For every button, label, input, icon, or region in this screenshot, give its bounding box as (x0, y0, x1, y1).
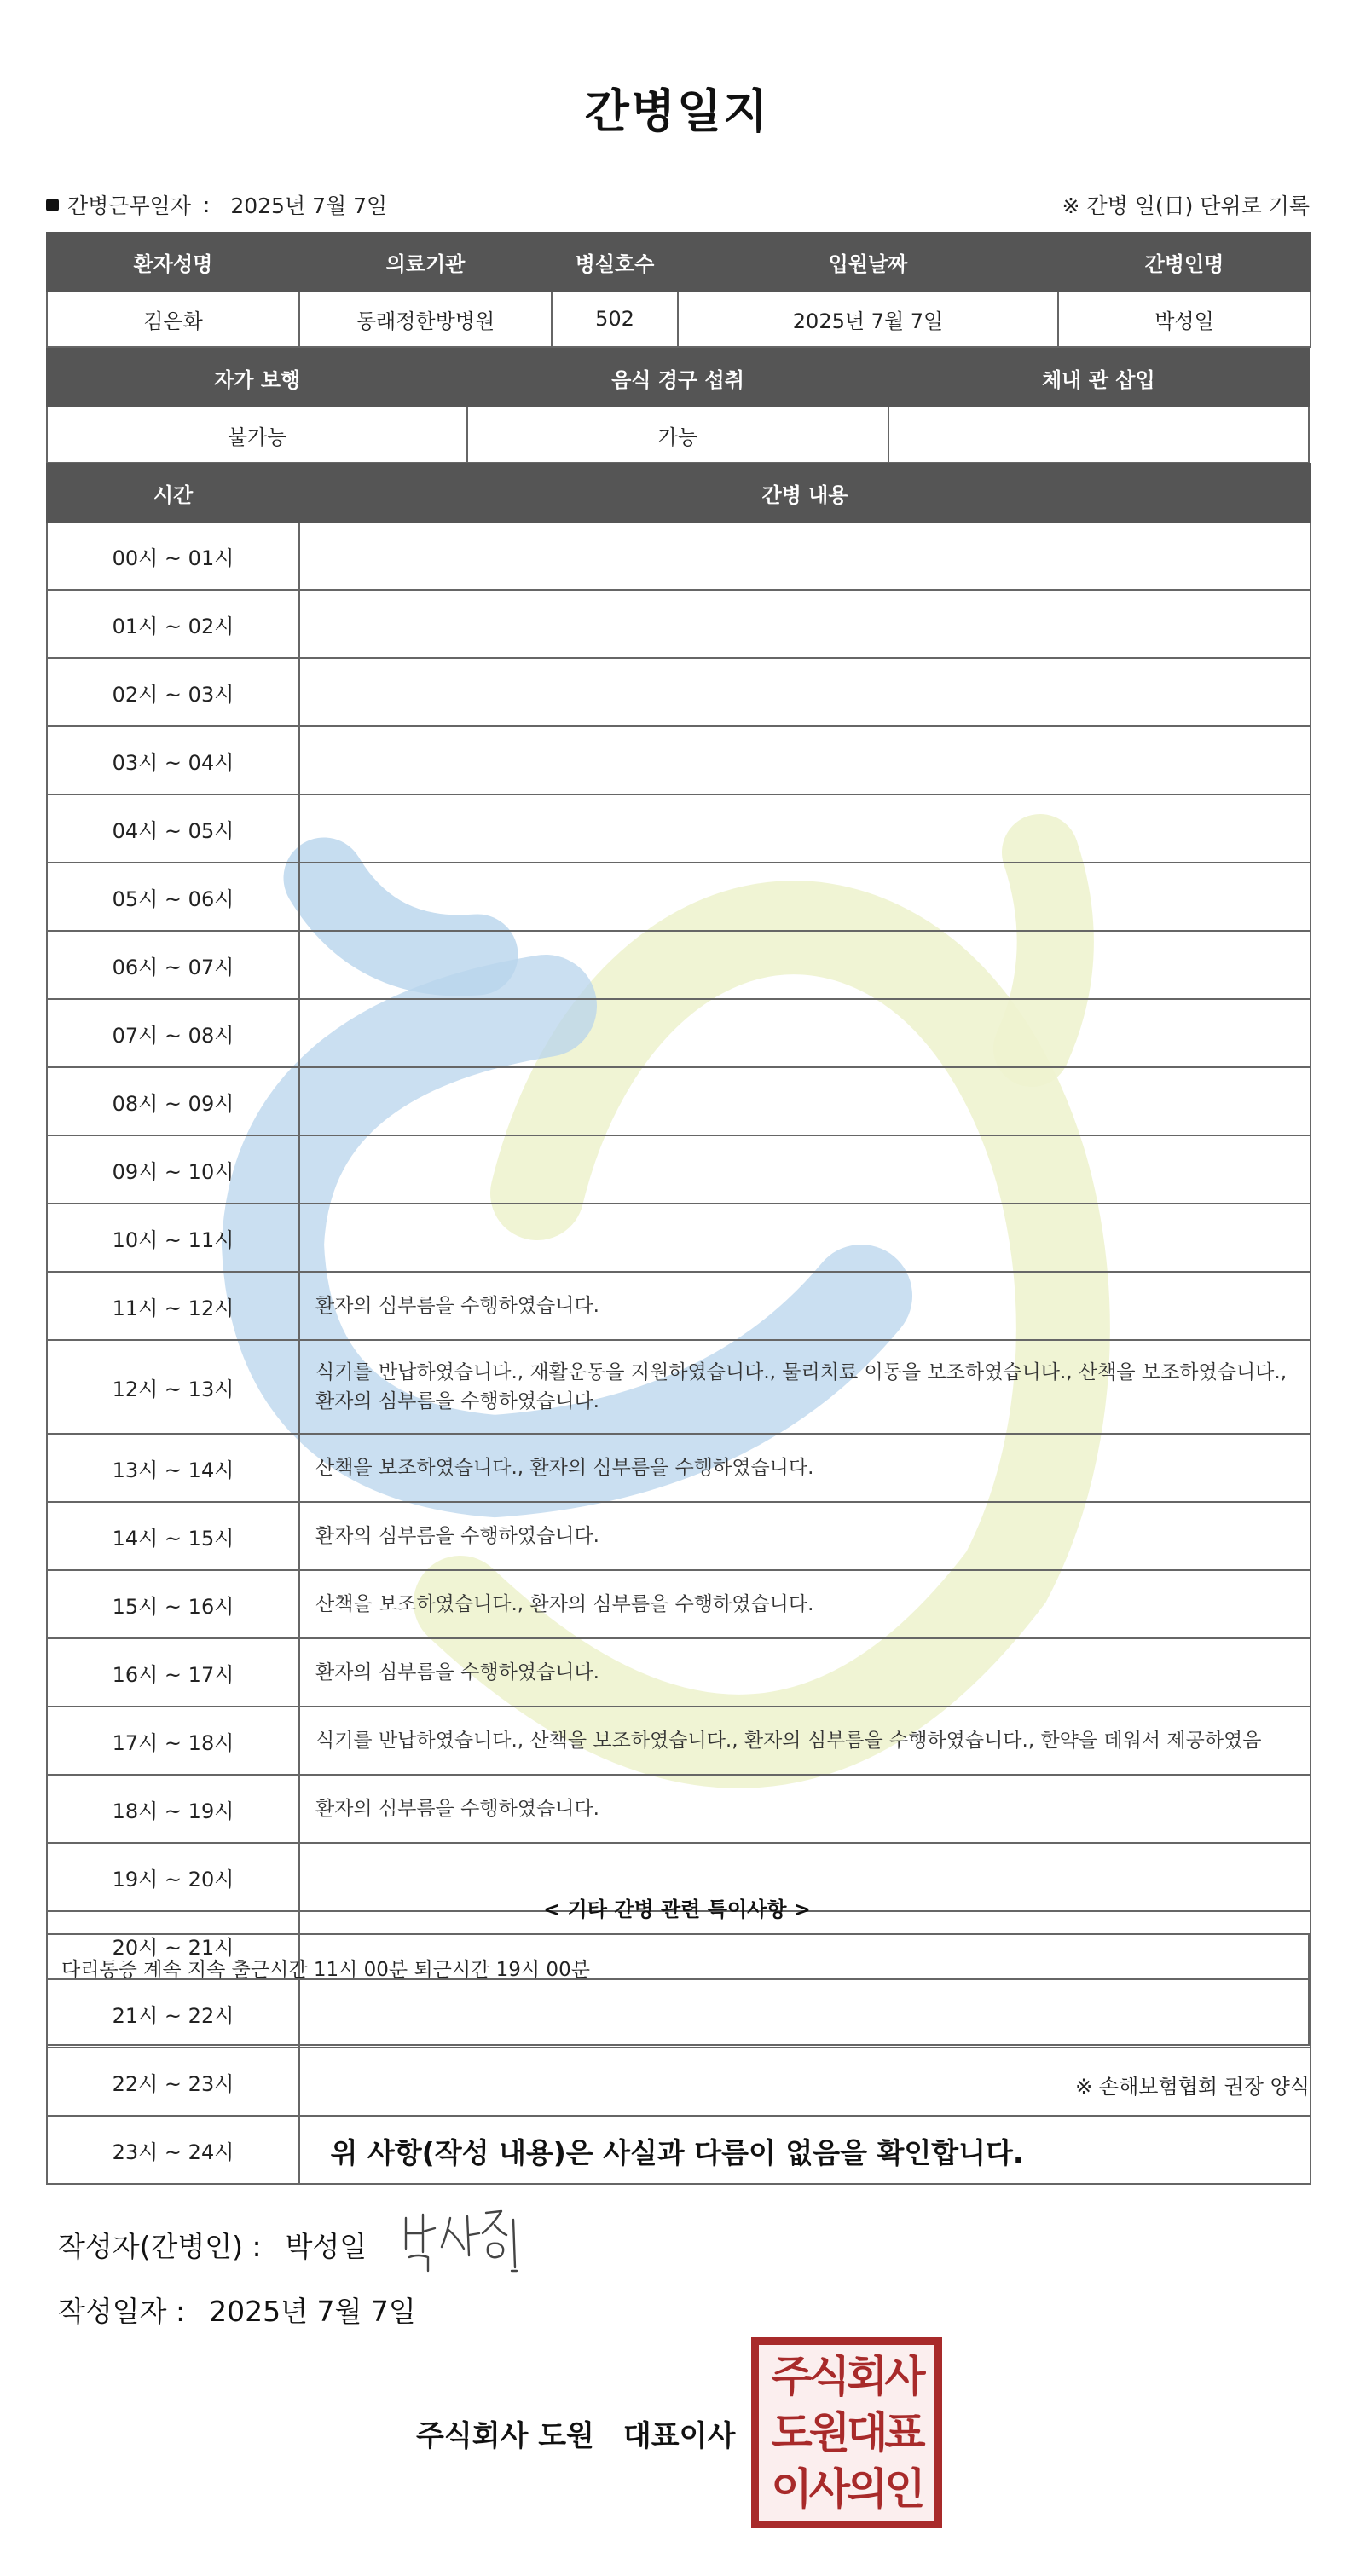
header-oral-intake: 음식 경구 섭취 (467, 349, 888, 407)
care-log-time: 18시 ~ 19시 (47, 1775, 299, 1843)
care-log-content: 환자의 심부름을 수행하였습니다. (299, 1638, 1311, 1707)
care-log-row (47, 1272, 1311, 1340)
care-log-table (46, 463, 1311, 2185)
care-log-time: 15시 ~ 16시 (47, 1570, 299, 1638)
care-log-row (47, 794, 1311, 863)
work-date-colon: : (202, 192, 211, 217)
care-log-content: 식기를 반납하였습니다., 산책을 보조하였습니다., 환자의 심부름을 수행하였습니다., 한약을 데워서 제공하였음 (299, 1707, 1311, 1775)
care-log-time: 22시 ~ 23시 (47, 2048, 299, 2116)
caregiver-name: 박성일 (1058, 291, 1311, 347)
admission-date: 2025년 7월 7일 (678, 291, 1058, 347)
care-log-row (47, 1340, 1311, 1434)
company-line (416, 2412, 735, 2454)
write-date-label: 작성일자 : (58, 2295, 186, 2328)
header-walking: 자가 보행 (47, 349, 467, 407)
document-title: 간병일지 (584, 84, 770, 138)
care-log-time: 09시 ~ 10시 (47, 1135, 299, 1204)
care-log-header-row (47, 464, 1311, 522)
care-log-row (47, 1570, 1311, 1638)
care-log-row (47, 863, 1311, 931)
walking-value: 불가능 (47, 407, 467, 463)
care-log-time: 00시 ~ 01시 (47, 522, 299, 590)
care-log-row (47, 658, 1311, 726)
care-log-content: 환자의 심부름을 수행하였습니다. (299, 1502, 1311, 1570)
care-log-time: 20시 ~ 21시 (47, 1911, 299, 1979)
confirmation-statement: 위 사항(작성 내용)은 사실과 다름이 없음을 확인합니다. (330, 2136, 1024, 2169)
care-log-content (299, 999, 1311, 1067)
care-log-content (299, 658, 1311, 726)
condition-value-row (47, 407, 1309, 463)
header-tube-insertion: 체내 관 삽입 (888, 349, 1309, 407)
care-log-row (47, 931, 1311, 999)
care-log-content (299, 522, 1311, 590)
care-log-time: 06시 ~ 07시 (47, 931, 299, 999)
care-log-time: 17시 ~ 18시 (47, 1707, 299, 1775)
standard-form-note: ※ 손해보험협회 권장 양식 (1075, 2075, 1310, 2099)
care-log-time: 04시 ~ 05시 (47, 794, 299, 863)
seal-line: 이사의인 (771, 2463, 923, 2514)
care-log-time: 01시 ~ 02시 (47, 590, 299, 658)
care-log-time: 12시 ~ 13시 (47, 1340, 299, 1434)
company-name: 주식회사 도원 (416, 2419, 594, 2453)
writer-line (58, 2225, 367, 2265)
care-log-content (299, 794, 1311, 863)
care-log-row (47, 1775, 1311, 1843)
care-log-row (47, 726, 1311, 794)
care-log-content: 산책을 보조하였습니다., 환자의 심부름을 수행하였습니다. (299, 1434, 1311, 1502)
company-representative: 대표이사 (622, 2419, 736, 2453)
patient-value-row (47, 291, 1311, 347)
care-log-content (299, 1204, 1311, 1272)
seal-line: 주식회사 (771, 2351, 923, 2401)
company-seal-stamp (751, 2337, 942, 2528)
care-log-content: 산책을 보조하였습니다., 환자의 심부름을 수행하였습니다. (299, 1570, 1311, 1638)
care-log-row (47, 1204, 1311, 1272)
header-hospital: 의료기관 (299, 233, 552, 291)
care-log-content (299, 726, 1311, 794)
care-log-content (299, 1067, 1311, 1135)
care-log-row (47, 1135, 1311, 1204)
header-admission-date: 입원날짜 (678, 233, 1058, 291)
care-log-content (299, 590, 1311, 658)
care-log-time: 07시 ~ 08시 (47, 999, 299, 1067)
tube-insertion-value (888, 407, 1309, 463)
seal-line: 도원대표 (771, 2407, 923, 2458)
care-log-row (47, 522, 1311, 590)
care-log-content: 식기를 반납하였습니다., 재활운동을 지원하였습니다., 물리치료 이동을 보조하였습니다., 산책을 보조하였습니다., 환자의 심부름을 수행하였습니다. (299, 1340, 1311, 1434)
care-log-time: 23시 ~ 24시 (47, 2116, 299, 2184)
header-room: 병실호수 (552, 233, 678, 291)
care-log-time: 10시 ~ 11시 (47, 1204, 299, 1272)
care-log-content: 환자의 심부름을 수행하였습니다. (299, 1272, 1311, 1340)
care-log-row (47, 1707, 1311, 1775)
header-time: 시간 (47, 464, 299, 522)
notes-title: < 기타 간병 관련 특이사항 > (543, 1897, 811, 1921)
work-date-value: 2025년 7월 7일 (230, 193, 388, 218)
room-number: 502 (552, 291, 678, 347)
care-log-row (47, 999, 1311, 1067)
care-log-time: 13시 ~ 14시 (47, 1434, 299, 1502)
care-log-row (47, 1638, 1311, 1707)
writer-label: 작성자(간병인) : (58, 2230, 262, 2263)
work-date (46, 189, 387, 220)
notes-box: 다리통증 계속 지속 출근시간 11시 00분 퇴근시간 19시 00분 (46, 1933, 1310, 2046)
care-log-time: 19시 ~ 20시 (47, 1843, 299, 1911)
care-log-row (47, 1502, 1311, 1570)
bullet-square-icon (46, 199, 59, 211)
patient-info-table (46, 232, 1311, 348)
writer-name: 박성일 (285, 2230, 367, 2263)
condition-header-row (47, 349, 1309, 407)
patient-header-row (47, 233, 1311, 291)
care-log-row (47, 1067, 1311, 1135)
care-log-time: 08시 ~ 09시 (47, 1067, 299, 1135)
condition-table (46, 348, 1310, 464)
care-log-time: 16시 ~ 17시 (47, 1638, 299, 1707)
write-date-line (58, 2290, 416, 2330)
work-date-label: 간병근무일자 (67, 193, 191, 218)
care-log-content: 환자의 심부름을 수행하였습니다. (299, 1775, 1311, 1843)
care-log-time: 02시 ~ 03시 (47, 658, 299, 726)
care-log-row (47, 1434, 1311, 1502)
care-log-time: 11시 ~ 12시 (47, 1272, 299, 1340)
header-patient-name: 환자성명 (47, 233, 299, 291)
meta-row (46, 189, 1310, 218)
care-log-content (299, 863, 1311, 931)
care-log-time: 05시 ~ 06시 (47, 863, 299, 931)
unit-note: ※ 간병 일(日) 단위로 기록 (1062, 193, 1310, 218)
write-date-value: 2025년 7월 7일 (209, 2295, 416, 2328)
handwritten-signature (397, 2199, 542, 2276)
care-log-content (299, 931, 1311, 999)
header-caregiver: 간병인명 (1058, 233, 1311, 291)
oral-intake-value: 가능 (467, 407, 888, 463)
care-log-time: 03시 ~ 04시 (47, 726, 299, 794)
header-care-content: 간병 내용 (299, 464, 1311, 522)
care-log-time: 14시 ~ 15시 (47, 1502, 299, 1570)
patient-name: 김은화 (47, 291, 299, 347)
care-log-row (47, 590, 1311, 658)
care-log-content (299, 1135, 1311, 1204)
hospital-name: 동래정한방병원 (299, 291, 552, 347)
care-log-time: 21시 ~ 22시 (47, 1979, 299, 2048)
